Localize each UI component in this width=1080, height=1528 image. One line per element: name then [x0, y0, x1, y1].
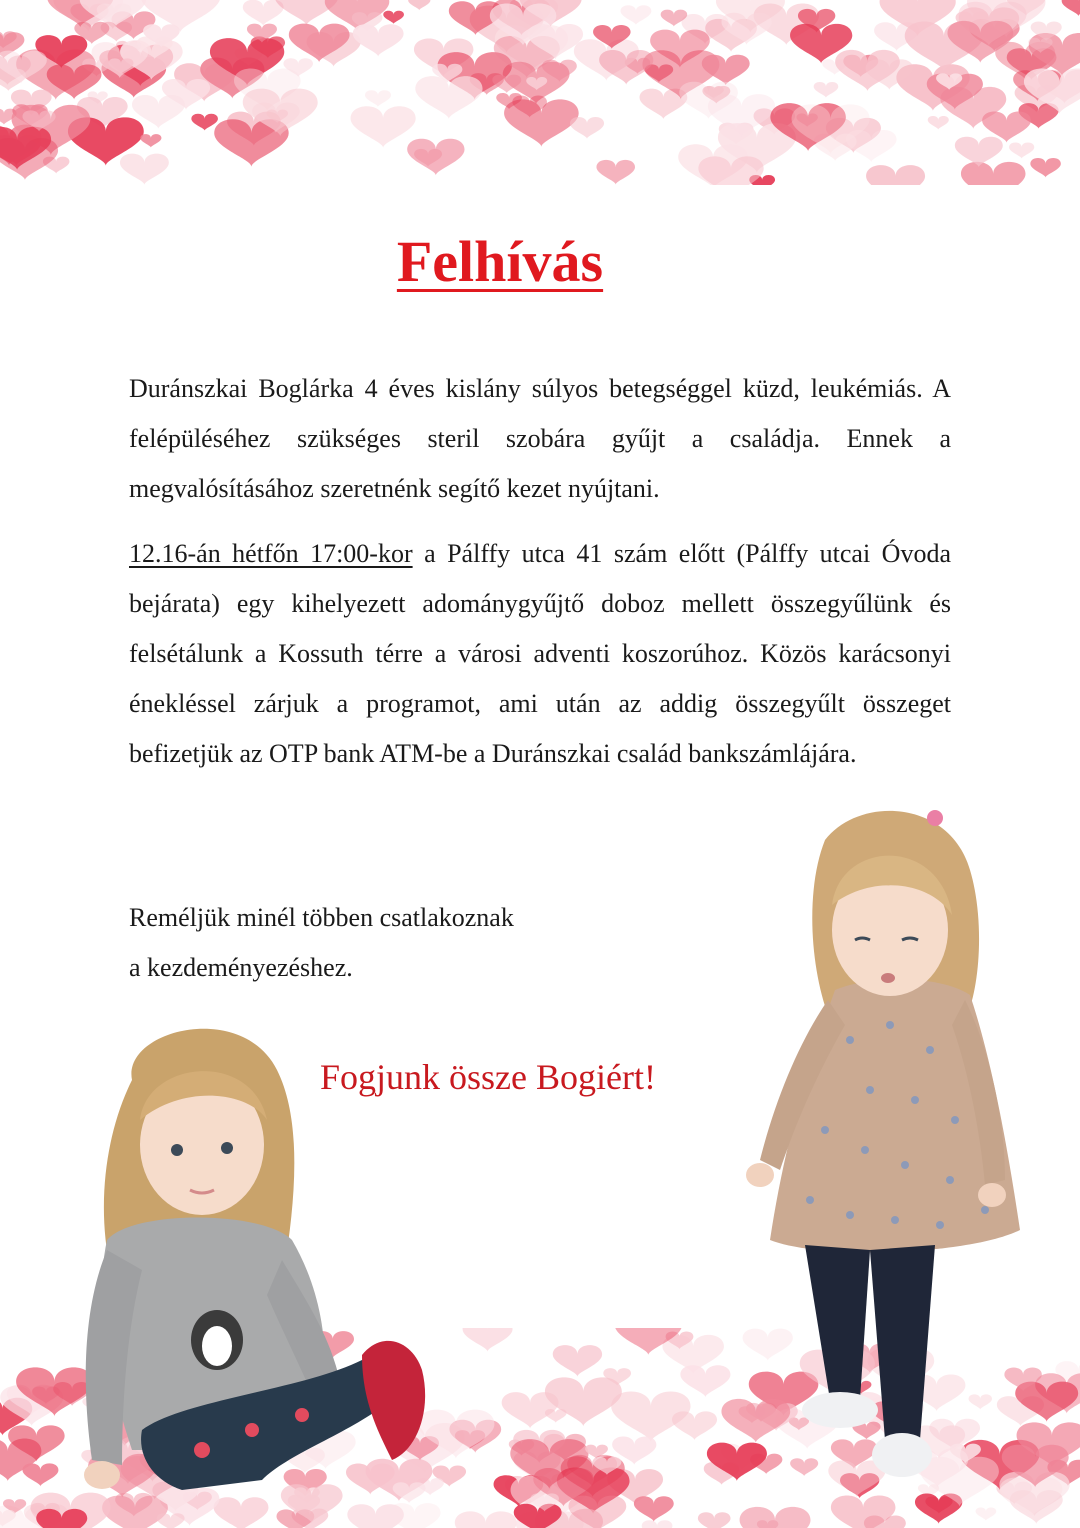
heart-decoration [740, 1507, 811, 1528]
heart-decoration [275, 0, 338, 25]
hearts-border-top [0, 0, 1080, 185]
heart-decoration [0, 138, 58, 180]
heart-decoration [545, 1409, 567, 1423]
heart-decoration [351, 106, 416, 148]
closing-line-2: a kezdeményezéshez. [129, 953, 353, 982]
heart-decoration [698, 1512, 731, 1528]
heart-decoration [23, 1463, 59, 1486]
heart-decoration [463, 1328, 513, 1352]
heart-decoration [120, 154, 169, 185]
heart-decoration [570, 117, 604, 139]
girl-standing-photo [730, 800, 1030, 1490]
heart-decoration [191, 114, 218, 131]
event-paragraph [129, 529, 951, 779]
heart-decoration [415, 76, 482, 119]
heart-decoration [976, 1508, 997, 1521]
heart-decoration [680, 1365, 730, 1397]
heart-decoration [928, 116, 949, 129]
heart-decoration [353, 24, 404, 56]
heart-decoration [365, 90, 391, 107]
heart-decoration [553, 1345, 602, 1376]
heart-decoration [383, 11, 404, 24]
heart-decoration [455, 1511, 517, 1528]
heart-decoration [157, 1513, 185, 1528]
heart-decoration [814, 82, 839, 98]
heart-decoration [642, 1520, 673, 1528]
event-date: 12.16-án hétfőn 17:00-kor [129, 539, 413, 568]
slogan: Fogjunk össze Bogiért! [320, 1057, 656, 1097]
event-details: a Pálffy utca 41 szám előtt (Pálffy utcai Óvoda bejárata) egy kihelyezett adománygyűjtő doboz mellett összegyűlünk és felsétálunk a Kossuth térre a városi adventi koszorúhoz. Közös karácsonyi énekléssel zárjuk a programot, ami után az addig összegyűlt összeget befizetjük az OTP bank ATM-be a Duránszkai család bankszámlájára. [129, 539, 951, 768]
intro-paragraph: Duránszkai Boglárka 4 éves kislány súlyos betegséggel küzd, leukémiás. A felépüléséhez szükséges steril szobára gyűjt a családja. Ennek a megvalósításához szeretnénk segítő kezet nyújtani. [129, 374, 951, 503]
closing-line-1: Reméljük minél többen csatlakoznak [129, 903, 514, 932]
heart-decoration [1009, 143, 1034, 159]
page-title: Felhívás [396, 229, 604, 294]
heart-decoration [407, 139, 464, 176]
heart-decoration [243, 0, 284, 26]
heart-decoration [955, 137, 1003, 168]
heart-decoration [702, 55, 750, 86]
heart-decoration [1062, 0, 1080, 16]
heart-decoration [140, 134, 161, 147]
heart-decoration [961, 162, 1026, 185]
heart-decoration [1030, 158, 1061, 177]
heart-decoration [596, 160, 635, 185]
heart-decoration [408, 0, 430, 10]
heart-decoration [621, 5, 652, 25]
hearts-top-graphic [0, 0, 1080, 185]
heart-decoration [634, 1496, 674, 1521]
heart-decoration [866, 165, 925, 185]
girl-sitting-photo [62, 1010, 452, 1515]
heart-decoration [611, 1391, 690, 1442]
